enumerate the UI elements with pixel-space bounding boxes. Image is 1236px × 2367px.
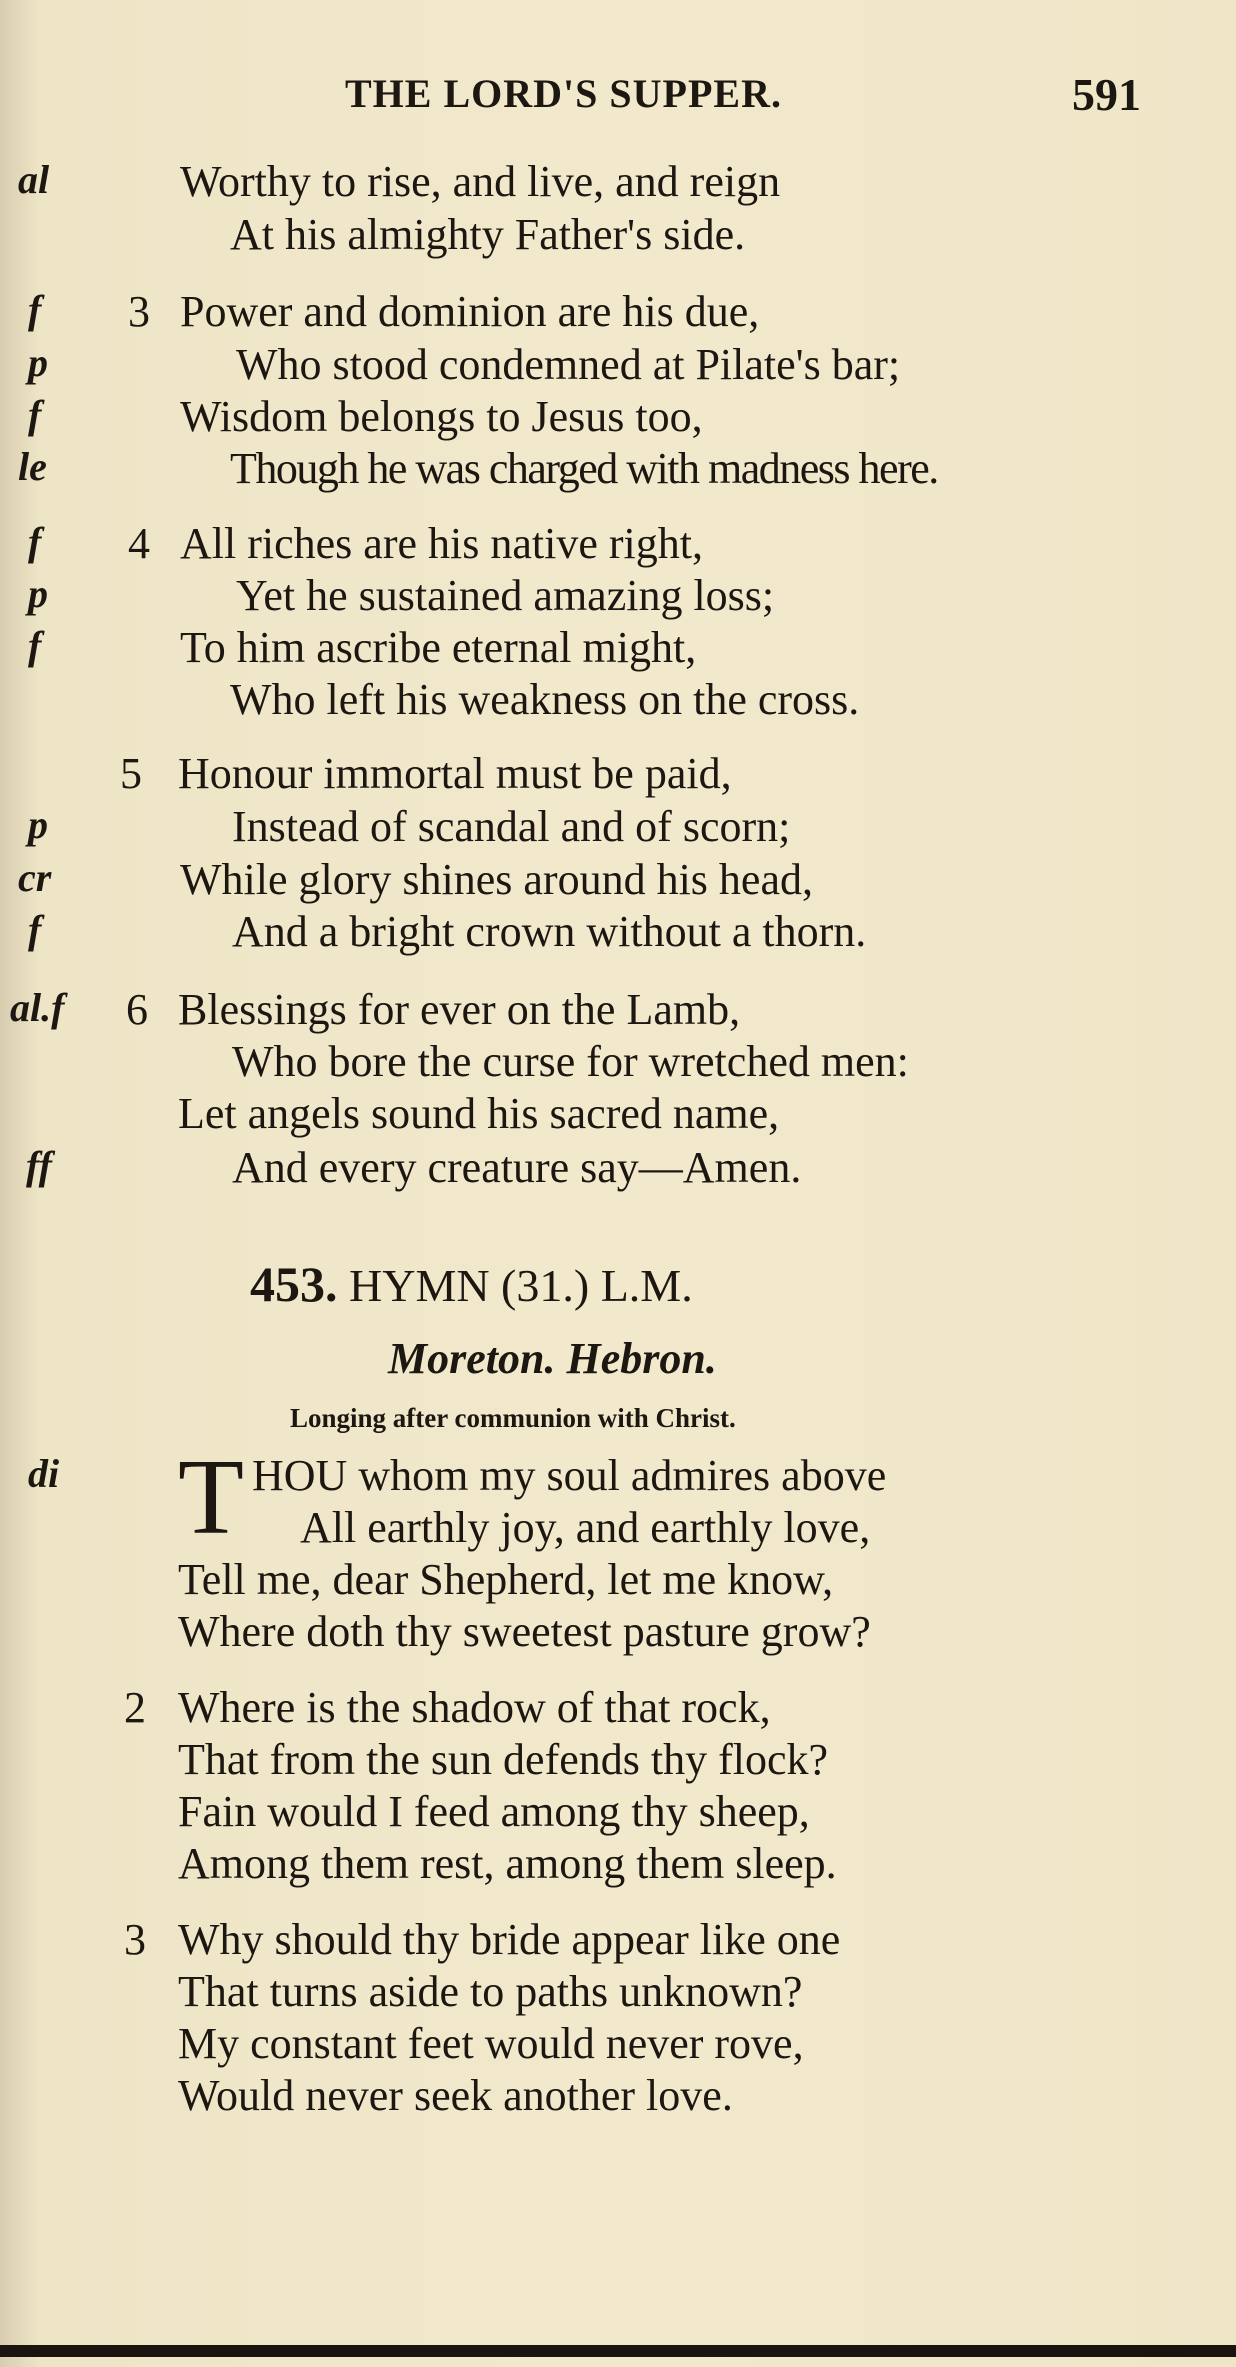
verse-number: 3 — [128, 287, 150, 336]
verse-line: While glory shines around his head, — [180, 855, 813, 904]
verse-line: Worthy to rise, and live, and reign — [180, 157, 781, 206]
tune-names: Moreton. Hebron. — [388, 1334, 717, 1383]
verse-line: Among them rest, among them sleep. — [178, 1839, 837, 1888]
dynamic-mark: p — [28, 340, 48, 385]
verse-line: And a bright crown without a thorn. — [232, 907, 867, 956]
verse-line: That from the sun defends thy flock? — [178, 1735, 829, 1784]
bottom-rule — [0, 2345, 1236, 2357]
dynamic-mark: f — [28, 392, 42, 437]
verse-line: Yet he sustained amazing loss; — [236, 571, 775, 620]
verse-line: Power and dominion are his due, — [180, 287, 760, 336]
verse-number: 5 — [120, 749, 142, 798]
verse-line: All earthly joy, and earthly love, — [300, 1503, 871, 1552]
verse-line: Blessings for ever on the Lamb, — [178, 985, 741, 1034]
verse-line: HOU whom my soul admires above — [252, 1451, 887, 1500]
dynamic-mark: f — [28, 287, 42, 332]
hymn-label: HYMN (31.) L.M. — [349, 1260, 693, 1311]
verse-line: My constant feet would never rove, — [178, 2019, 804, 2068]
dynamic-mark: al.f — [10, 985, 65, 1030]
dynamic-mark: p — [28, 802, 48, 847]
verse-line: Let angels sound his sacred name, — [178, 1089, 780, 1138]
verse-line: That turns aside to paths unknown? — [178, 1967, 803, 2016]
verse-line: At his almighty Father's side. — [230, 210, 746, 259]
dynamic-mark: f — [28, 623, 42, 668]
hymn-heading — [250, 1255, 693, 1313]
dynamic-mark: cr — [18, 855, 52, 900]
verse-line: And every creature say—Amen. — [232, 1143, 802, 1192]
verse-line: Fain would I feed among thy sheep, — [178, 1787, 810, 1836]
verse-line: Wisdom belongs to Jesus too, — [180, 392, 703, 441]
verse-number: 2 — [124, 1683, 146, 1732]
dynamic-mark: f — [28, 907, 42, 952]
drop-capital: T — [178, 1438, 244, 1557]
verse-line: Why should thy bride appear like one — [178, 1915, 841, 1964]
verse-number: 3 — [124, 1915, 146, 1964]
verse-line: To him ascribe eternal might, — [180, 623, 697, 672]
verse-number: 4 — [128, 519, 150, 568]
verse-line: Though he was charged with madness here. — [230, 444, 938, 493]
verse-line: All riches are his native right, — [180, 519, 703, 568]
page-number: 591 — [1072, 69, 1141, 120]
verse-line: Where is the shadow of that rock, — [178, 1683, 771, 1732]
running-header: THE LORD'S SUPPER. — [345, 71, 782, 116]
hymn-subject: Longing after communion with Christ. — [290, 1403, 736, 1433]
dynamic-mark: le — [18, 444, 47, 489]
dynamic-mark: di — [28, 1451, 60, 1496]
verse-line: Who stood condemned at Pilate's bar; — [236, 340, 901, 389]
verse-line: Where doth thy sweetest pasture grow? — [178, 1607, 871, 1656]
verse-line: Would never seek another love. — [178, 2071, 733, 2120]
dynamic-mark: f — [28, 519, 42, 564]
verse-line: Who bore the curse for wretched men: — [232, 1037, 909, 1086]
verse-line: Honour immortal must be paid, — [178, 749, 732, 798]
dynamic-mark: al — [18, 157, 50, 202]
verse-line: Tell me, dear Shepherd, let me know, — [178, 1555, 834, 1604]
verse-line: Who left his weakness on the cross. — [230, 675, 860, 724]
verse-line: Instead of scandal and of scorn; — [232, 802, 791, 851]
dynamic-mark: ff — [26, 1143, 52, 1188]
hymn-number: 453. — [250, 1256, 338, 1312]
verse-number: 6 — [126, 985, 148, 1034]
dynamic-mark: p — [28, 571, 48, 616]
